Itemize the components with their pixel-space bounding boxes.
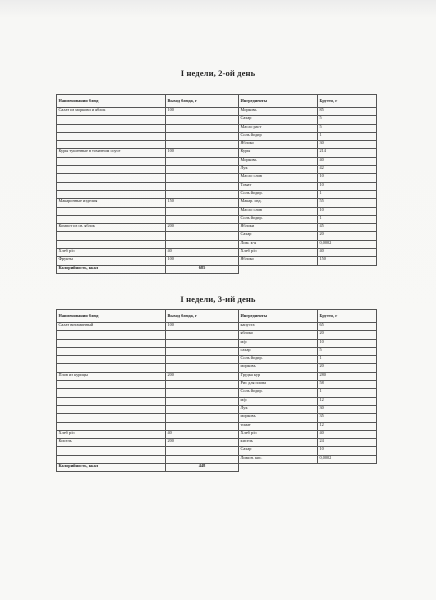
dish-name-cell [57,381,166,389]
table-row [57,397,377,405]
portion-cell [166,240,239,248]
table-row [57,364,377,372]
dish-name-cell: Хлеб р/п [57,430,166,438]
table-row [57,249,377,257]
gross-weight-cell: 10 [318,339,377,347]
column-header: Наименовании блюд [57,95,166,108]
dish-name-cell [57,422,166,430]
ingredient-cell: Соль йодир. [239,389,318,397]
table-row [57,132,377,140]
dish-name-cell [57,124,166,132]
column-header: Выход блюда, г [166,95,239,108]
table-row [57,224,377,232]
dish-name-cell [57,347,166,355]
portion-cell [166,347,239,355]
gross-weight-cell: 1 [318,356,377,364]
table-row [57,323,377,331]
ingredient-cell: м/р [239,339,318,347]
table-row [57,166,377,174]
dish-name-cell [57,174,166,182]
portion-cell [166,141,239,149]
gross-weight-cell: 5 [318,347,377,355]
ingredient-cell: Лук [239,166,318,174]
portion-cell: 40 [166,430,239,438]
table-row [57,174,377,182]
menu-table [56,309,377,472]
dish-name-cell: Плов из курицы [57,372,166,380]
portion-cell: 150 [166,199,239,207]
portion-cell [166,182,239,190]
portion-cell: 100 [166,149,239,157]
table-header-row [57,95,377,108]
dish-name-cell: Салат витаминный [57,323,166,331]
portion-cell [166,331,239,339]
ingredient-cell: томат [239,422,318,430]
ingredient-cell: Сахар [239,116,318,124]
ingredient-cell: Макар. изд. [239,199,318,207]
table-row [57,356,377,364]
ingredient-cell: Масло слив [239,207,318,215]
table-header-row [57,310,377,323]
portion-cell [166,232,239,240]
ingredient-cell: Морковь [239,108,318,116]
dish-name-cell [57,397,166,405]
ingredient-cell: Масло слив [239,174,318,182]
gross-weight-cell: 1 [318,389,377,397]
portion-cell: 100 [166,323,239,331]
ingredient-cell: м/р [239,397,318,405]
ingredient-cell: Лимон. кис. [239,455,318,463]
portion-cell: 40 [166,249,239,257]
gross-weight-cell: 1 [318,215,377,223]
portion-cell: 100 [166,108,239,116]
dish-name-cell [57,356,166,364]
ingredient-cell: Соль йодир [239,132,318,140]
table-row [57,190,377,198]
ingredient-cell: Хлеб р/п [239,430,318,438]
dish-name-cell [57,207,166,215]
portion-cell [166,124,239,132]
ingredient-cell: Яблоки [239,224,318,232]
dish-name-cell [57,182,166,190]
gross-weight-cell: 0,0002 [318,455,377,463]
gross-weight-cell: 30 [318,405,377,413]
portion-cell [166,455,239,463]
ingredient-cell: сахар [239,347,318,355]
ingredient-cell: Морковь [239,157,318,165]
dish-name-cell [57,166,166,174]
gross-weight-cell: 20 [318,364,377,372]
ingredient-cell: Сахар [239,447,318,455]
gross-weight-cell: 20 [318,232,377,240]
gross-weight-cell: 214 [318,149,377,157]
column-header: Выход блюда, г [166,310,239,323]
column-header: Ингредиенты [239,310,318,323]
ingredient-cell: Соль йодир. [239,190,318,198]
calorie-value: 685 [166,265,239,273]
ingredient-cell: Рис для плова [239,381,318,389]
portion-cell: 100 [166,257,239,265]
dish-name-cell [57,389,166,397]
dish-name-cell: Куры тушенные в томатном соусе [57,149,166,157]
gross-weight-cell: 5 [318,124,377,132]
dish-name-cell [57,190,166,198]
dish-name-cell [57,141,166,149]
gross-weight-cell: 45 [318,224,377,232]
column-header: Ингредиенты [239,95,318,108]
gross-weight-cell: 10 [318,207,377,215]
gross-weight-cell: 85 [318,108,377,116]
table-row [57,199,377,207]
gross-weight-cell: 1 [318,132,377,140]
day-title: I недели, 3-ий день [180,294,256,304]
gross-weight-cell: 40 [318,249,377,257]
table-row [57,331,377,339]
table-row [57,232,377,240]
dish-name-cell [57,116,166,124]
portion-cell [166,215,239,223]
ingredient-cell: яблоко [239,331,318,339]
gross-weight-cell: 40 [318,157,377,165]
day-title: I недели, 2-ой день [180,68,256,78]
portion-cell [166,339,239,347]
ingredient-cell: Лим. к-я [239,240,318,248]
portion-cell [166,381,239,389]
ingredient-cell: Хлеб р/п [239,249,318,257]
gross-weight-cell: 30 [318,141,377,149]
dish-name-cell [57,232,166,240]
ingredient-cell: Томат [239,182,318,190]
table-row [57,207,377,215]
gross-weight-cell: 5 [318,116,377,124]
portion-cell [166,356,239,364]
dish-name-cell [57,331,166,339]
table-row [57,124,377,132]
dish-name-cell [57,157,166,165]
table-row [57,240,377,248]
dish-name-cell [57,215,166,223]
table-row [57,157,377,165]
dish-name-cell [57,132,166,140]
ingredient-cell: Лук [239,405,318,413]
portion-cell [166,397,239,405]
gross-weight-cell: 1 [318,190,377,198]
gross-weight-cell: 24 [318,439,377,447]
table-row [57,182,377,190]
column-header: Наименовании блюд [57,310,166,323]
table-row [57,414,377,422]
gross-weight-cell: 40 [318,430,377,438]
gross-weight-cell: 42 [318,166,377,174]
dish-name-cell: Компот из св. яблок [57,224,166,232]
dish-name-cell [57,405,166,413]
portion-cell [166,414,239,422]
gross-weight-cell: 0,0002 [318,240,377,248]
gross-weight-cell: 10 [318,182,377,190]
portion-cell [166,364,239,372]
calorie-label: Калорийность, ккал [57,265,166,273]
gross-weight-cell: 58 [318,381,377,389]
gross-weight-cell: 10 [318,174,377,182]
dish-name-cell [57,455,166,463]
table-row [57,339,377,347]
table-row [57,116,377,124]
table-row [57,405,377,413]
table-row [57,430,377,438]
portion-cell [166,207,239,215]
calorie-label: Калорийность, ккал [57,464,166,472]
gross-weight-cell: 55 [318,199,377,207]
dish-name-cell: Хлеб р/п [57,249,166,257]
ingredient-cell: Сахар [239,232,318,240]
table-row [57,439,377,447]
dish-name-cell: Кисель [57,439,166,447]
table-row [57,215,377,223]
ingredient-cell: Грудка кур [239,372,318,380]
gross-weight-cell: 10 [318,447,377,455]
portion-cell [166,166,239,174]
dish-name-cell [57,364,166,372]
table-row [57,347,377,355]
gross-weight-cell: 150 [318,257,377,265]
ingredient-cell: Соль йодир. [239,356,318,364]
portion-cell [166,132,239,140]
table-row [57,372,377,380]
calorie-row [57,265,377,273]
table-row [57,389,377,397]
column-header: Брутто, г [318,95,377,108]
dish-name-cell [57,339,166,347]
column-header: Брутто, г [318,310,377,323]
portion-cell [166,405,239,413]
portion-cell [166,190,239,198]
ingredient-cell: морковь [239,414,318,422]
ingredient-cell: Яблоко [239,141,318,149]
ingredient-cell: Яблоко [239,257,318,265]
portion-cell [166,447,239,455]
table-row [57,141,377,149]
portion-cell: 200 [166,372,239,380]
portion-cell: 200 [166,439,239,447]
gross-weight-cell: 20 [318,331,377,339]
table-row [57,422,377,430]
ingredient-cell: морковь [239,364,318,372]
ingredient-cell: Масло раст [239,124,318,132]
dish-name-cell [57,240,166,248]
table-row [57,108,377,116]
portion-cell [166,174,239,182]
ingredient-cell: Соль йодир. [239,215,318,223]
table-row [57,455,377,463]
dish-name-cell [57,414,166,422]
table-row [57,257,377,265]
gross-weight-cell: 12 [318,422,377,430]
dish-name-cell [57,447,166,455]
menu-table [56,94,377,274]
ingredient-cell: капуста [239,323,318,331]
calorie-row [57,464,377,472]
portion-cell [166,389,239,397]
ingredient-cell: кисель [239,439,318,447]
gross-weight-cell: 65 [318,323,377,331]
calorie-value: 448 [166,464,239,472]
ingredient-cell: Куры [239,149,318,157]
dish-name-cell: Салат из моркови и яблок [57,108,166,116]
portion-cell [166,116,239,124]
portion-cell: 200 [166,224,239,232]
portion-cell [166,157,239,165]
table-row [57,381,377,389]
portion-cell [166,422,239,430]
gross-weight-cell: 35 [318,414,377,422]
table-row [57,149,377,157]
gross-weight-cell: 280 [318,372,377,380]
table-row [57,447,377,455]
gross-weight-cell: 12 [318,397,377,405]
dish-name-cell: Фрукты [57,257,166,265]
dish-name-cell: Макаронные изделия [57,199,166,207]
